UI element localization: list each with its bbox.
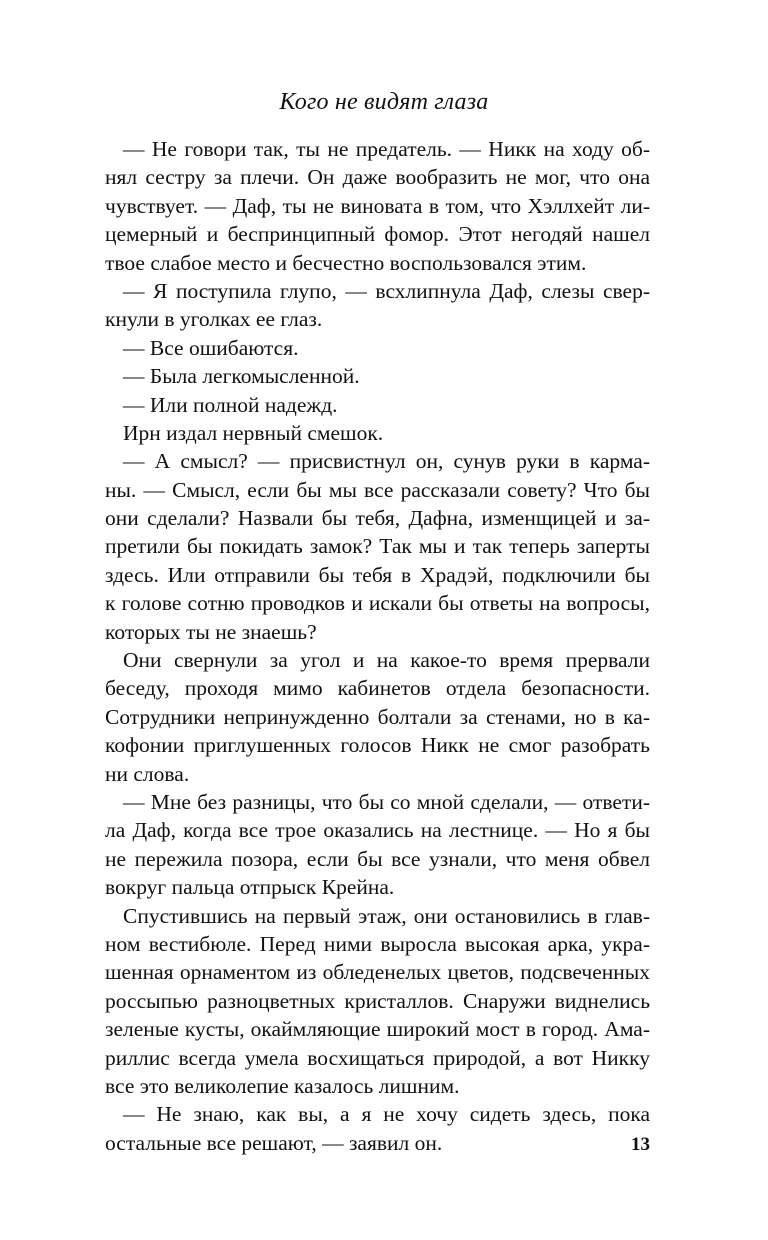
- text-line: остальные все решают, — заявил он.: [105, 1130, 443, 1155]
- text-line: вокруг пальца отпрыск Крейна.: [105, 875, 395, 900]
- text-line: ном вестибюле. Перед ними выросла высокая арка, укра-: [105, 931, 650, 956]
- text-line: ла Даф, когда все трое оказались на лестнице. — Но я бы: [105, 818, 650, 843]
- text-line: — Мне без разницы, что бы со мной сделали, — ответи-: [123, 789, 650, 814]
- text-line: нял сестру за плечи. Он даже вообразить не мог, что она: [105, 165, 650, 190]
- text-line: шенная орнаментом из обледенелых цветов, подсвеченных: [105, 960, 650, 985]
- text-line: — Была легкомысленной.: [123, 364, 360, 389]
- text-line: они сделали? Назвали бы тебя, Дафна, изменщицей и за-: [105, 506, 650, 531]
- text-line: Спустившись на первый этаж, они остановились в глав-: [123, 903, 650, 928]
- text-line: чувствует. — Даф, ты не виновата в том, что Хэллхейт ли-: [105, 193, 650, 218]
- text-line: к голове сотню проводков и искали бы ответы на вопросы,: [105, 591, 650, 616]
- text-line: — Или полной надежд.: [123, 392, 338, 417]
- text-line: не пережила позора, если бы все узнали, что меня обвел: [105, 846, 650, 871]
- text-line: здесь. Или отправили бы тебя в Храдэй, подключили бы: [105, 562, 650, 587]
- text-line: беседу, проходя мимо кабинетов отдела безопасности.: [105, 676, 650, 701]
- text-line: цемерный и беспринципный фомор. Этот негодяй нашел: [105, 222, 650, 247]
- text-line: твое слабое место и бесчестно воспользовался этим.: [105, 250, 587, 275]
- text-line: риллис всегда умела восхищаться природой, а вот Никку: [105, 1045, 650, 1070]
- text-line: — Я поступила глупо, — всхлипнула Даф, слезы свер-: [123, 278, 650, 303]
- text-line: — А смысл? — присвистнул он, сунув руки в карма-: [123, 449, 650, 474]
- text-line: — Не говори так, ты не предатель. — Никк на ходу об-: [123, 137, 650, 161]
- page-number: 13: [631, 1134, 650, 1155]
- text-line: кнули в уголках ее глаз.: [105, 307, 323, 332]
- running-head-title: Кого не видят глаза: [279, 89, 489, 115]
- text-line: которых ты не знаешь?: [105, 619, 317, 644]
- text-line: россыпью разноцветных кристаллов. Снаружи виднелись: [105, 988, 650, 1013]
- text-line: ни слова.: [105, 761, 190, 786]
- text-line: кофонии приглушенных голосов Никк не смог разобрать: [105, 733, 650, 758]
- text-line: — Все ошибаются.: [123, 335, 299, 360]
- text-line: Сотрудники непринужденно болтали за стенами, но в ка-: [105, 704, 650, 729]
- text-line: ны. — Смысл, если бы мы все рассказали совету? Что бы: [105, 477, 650, 502]
- text-line: Они свернули за угол и на какое-то время прервали: [123, 648, 650, 673]
- text-line: — Не знаю, как вы, а я не хочу сидеть здесь, пока: [123, 1102, 650, 1127]
- text-line: все это великолепие казалось лишним.: [105, 1073, 460, 1098]
- text-line: Ирн издал нервный смешок.: [123, 420, 384, 445]
- text-line: претили бы покидать замок? Так мы и так теперь заперты: [105, 534, 650, 559]
- text-line: зеленые кусты, окаймляющие широкий мост в город. Ама-: [105, 1017, 650, 1042]
- body-text: [105, 135, 650, 1157]
